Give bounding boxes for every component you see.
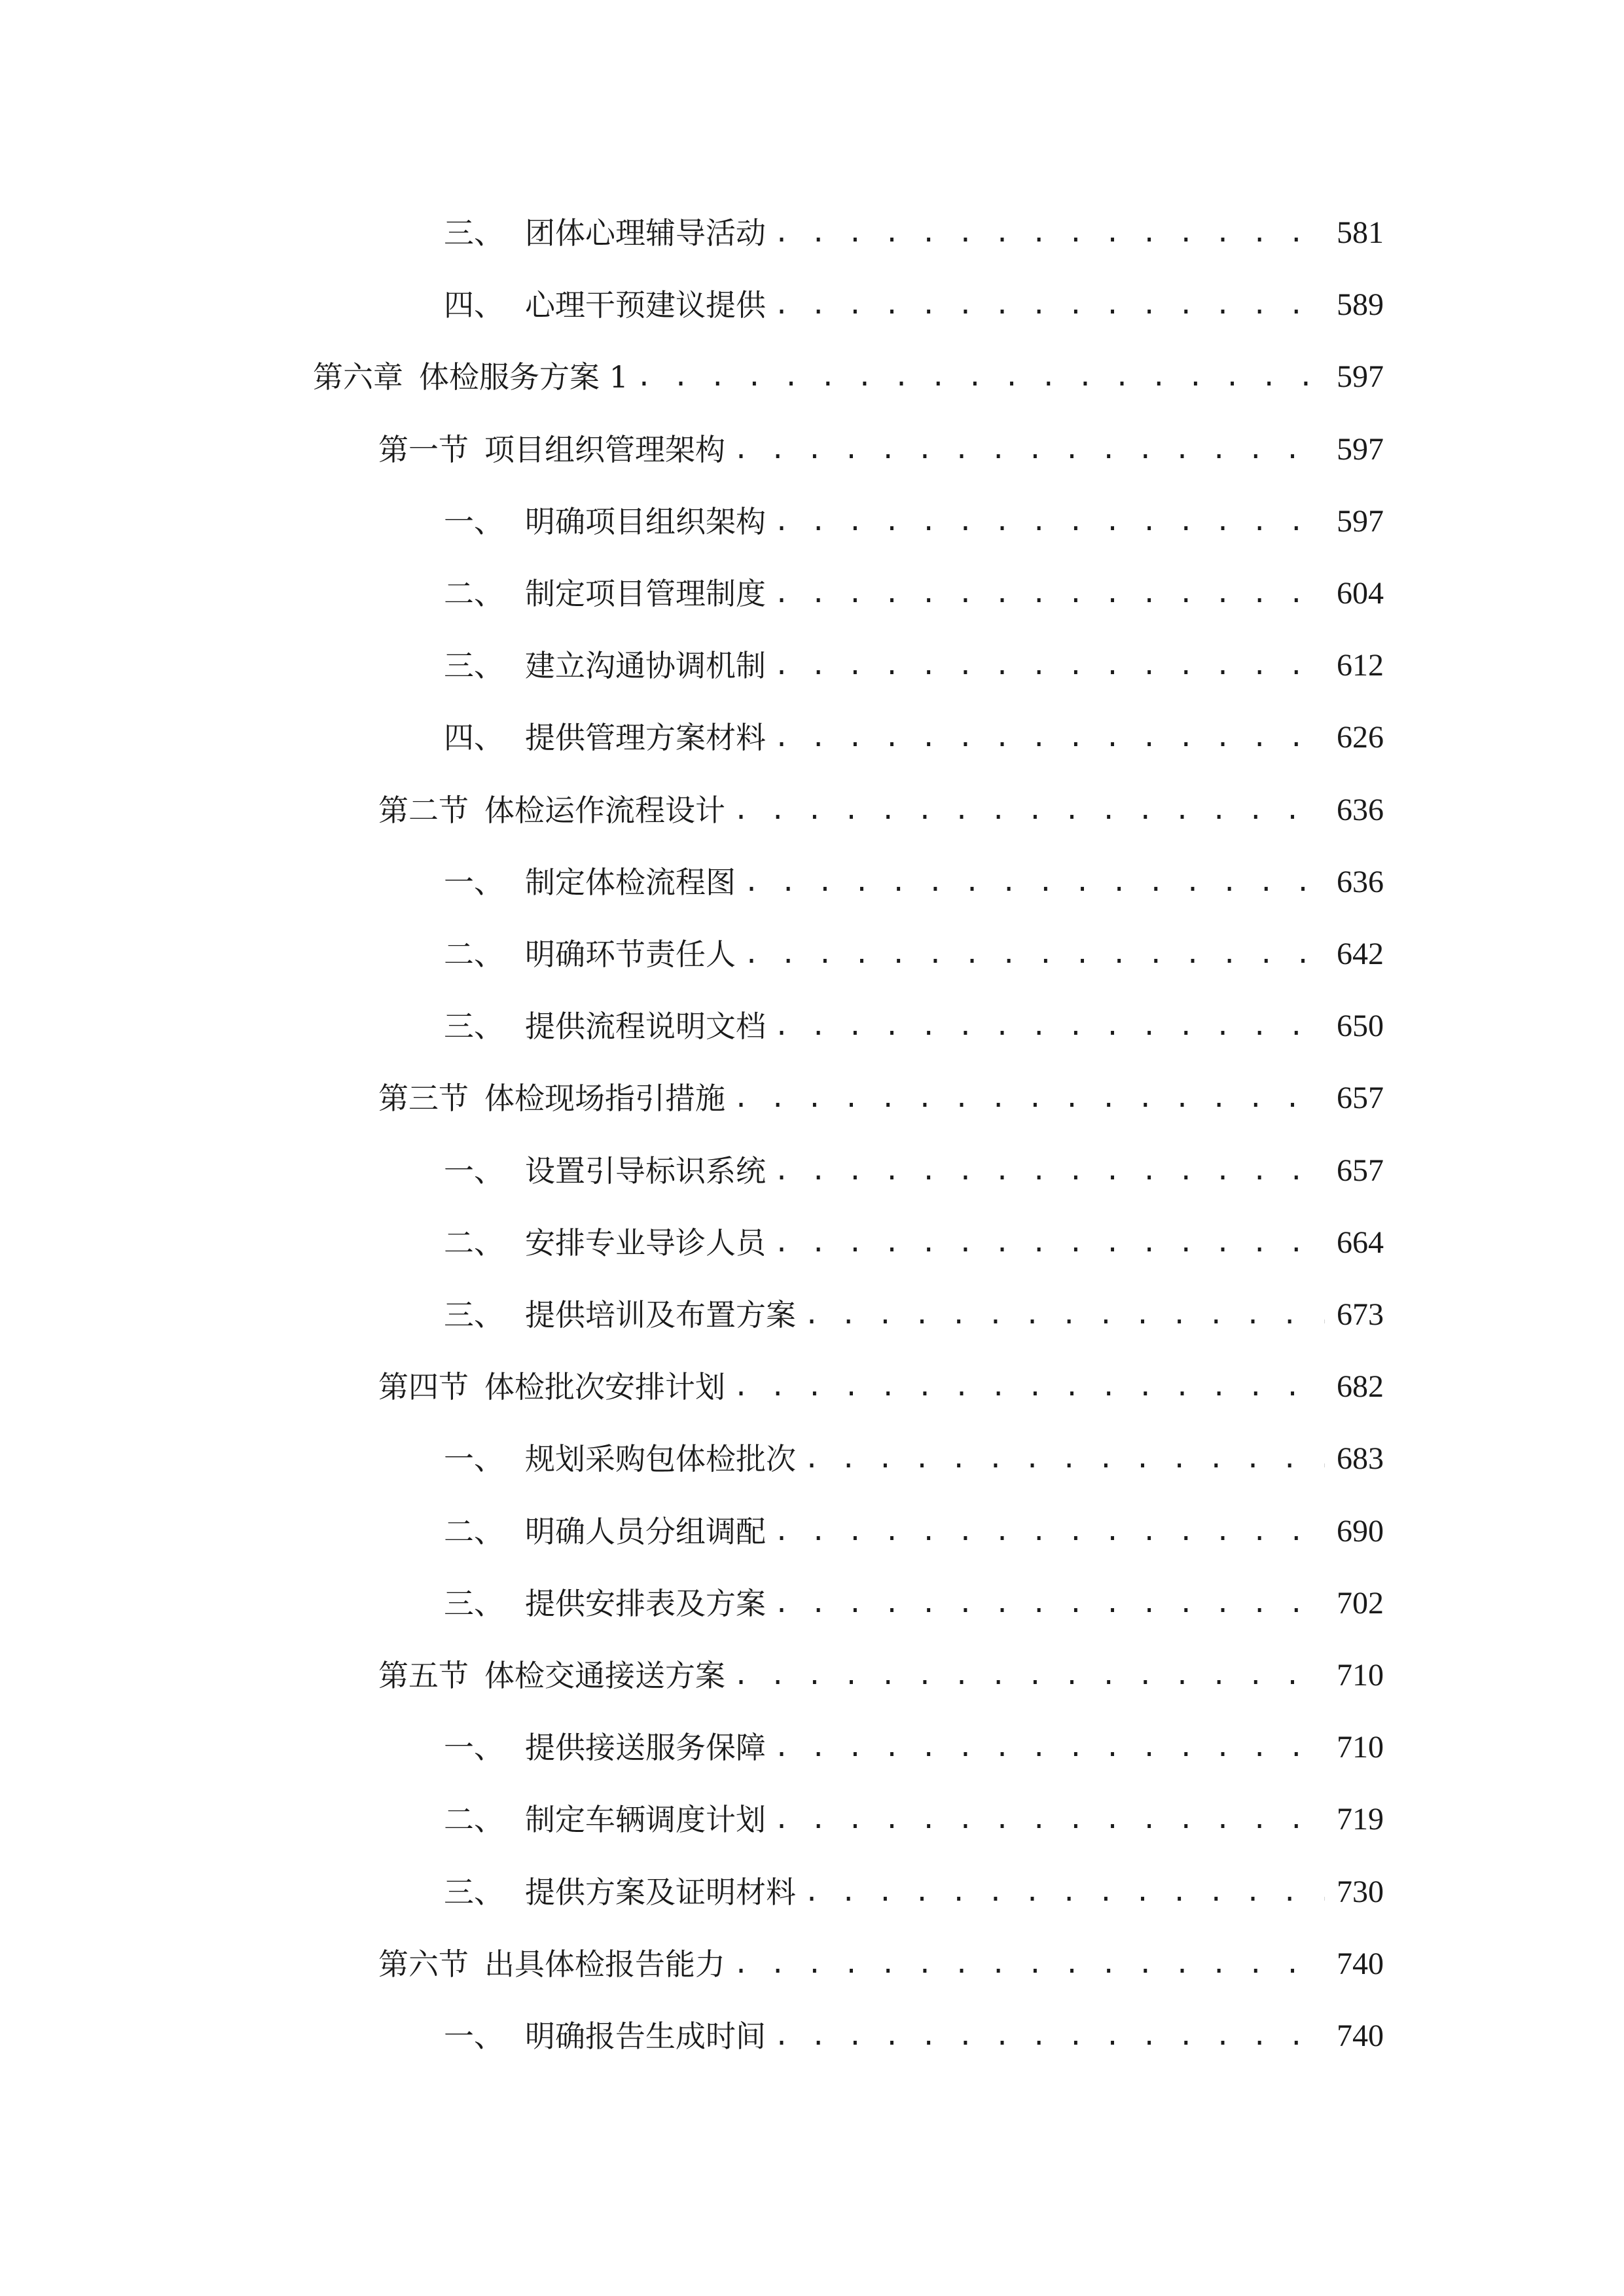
- toc-entry-number: 四、: [444, 720, 504, 756]
- toc-entry[interactable]: [378, 1066, 1384, 1118]
- toc-entry-number: 第二节: [378, 792, 469, 828]
- toc-entry[interactable]: [444, 200, 1384, 253]
- toc-entry-page-number: 642: [1337, 937, 1384, 971]
- toc-entry-title: 规划采购包体检批次: [525, 1441, 796, 1477]
- toc-dot-leader: [774, 1151, 1325, 1191]
- toc-entry[interactable]: [444, 1138, 1384, 1191]
- toc-entry-number: 第六章: [313, 359, 403, 395]
- toc-dot-leader: [774, 1223, 1325, 1263]
- toc-entry[interactable]: [444, 1210, 1384, 1263]
- toc-entry-title: 制定项目管理制度: [525, 576, 766, 611]
- toc-entry-number: 第五节: [378, 1658, 469, 1693]
- toc-entry-number: 一、: [444, 864, 504, 900]
- toc-dot-leader: [733, 791, 1325, 830]
- toc-dot-leader: [733, 1079, 1325, 1118]
- toc-entry-page-number: 702: [1337, 1585, 1384, 1621]
- toc-entry-page-number: 626: [1337, 720, 1384, 755]
- toc-dot-leader: [774, 1007, 1325, 1046]
- toc-entry[interactable]: [444, 561, 1384, 613]
- toc-entry-title: 建立沟通协调机制: [525, 648, 766, 684]
- toc-dot-leader: [774, 1800, 1325, 1839]
- toc-entry-title: 设置引导标识系统: [525, 1153, 766, 1189]
- toc-dot-leader: [636, 357, 1325, 397]
- toc-entry-title: 明确人员分组调配: [525, 1513, 766, 1549]
- toc-entry-title: 明确项目组织架构: [525, 503, 766, 539]
- toc-entry-number: 三、: [444, 1874, 504, 1910]
- toc-entry-page-number: 597: [1337, 431, 1384, 467]
- toc-entry-page-number: 710: [1337, 1658, 1384, 1693]
- toc-entry-page-number: 581: [1337, 215, 1384, 250]
- toc-dot-leader: [774, 1512, 1325, 1551]
- toc-entry[interactable]: [444, 272, 1384, 325]
- toc-dot-leader: [774, 646, 1325, 685]
- toc-entry-title: 体检现场指引措施: [484, 1081, 725, 1117]
- toc-entry-number: 四、: [444, 287, 504, 323]
- toc-dot-leader: [733, 430, 1325, 469]
- toc-entry[interactable]: [378, 778, 1384, 830]
- toc-entry-title: 体检服务方案 1: [419, 359, 628, 395]
- toc-entry-title: 提供培训及布置方案: [525, 1297, 796, 1333]
- toc-entry-page-number: 730: [1337, 1874, 1384, 1909]
- toc-entry-number: 一、: [444, 503, 504, 539]
- toc-entry-number: 三、: [444, 1009, 504, 1045]
- toc-dot-leader: [774, 718, 1325, 757]
- toc-entry[interactable]: [313, 344, 1384, 397]
- toc-entry-page-number: 589: [1337, 287, 1384, 323]
- toc-entry[interactable]: [378, 417, 1384, 469]
- toc-entry-number: 第四节: [378, 1369, 469, 1405]
- toc-dot-leader: [774, 2017, 1325, 2056]
- toc-entry-number: 一、: [444, 1153, 504, 1189]
- toc-entry-page-number: 657: [1337, 1153, 1384, 1188]
- toc-dot-leader: [774, 213, 1325, 253]
- toc-entry-title: 心理干预建议提供: [525, 287, 766, 323]
- toc-entry-number: 三、: [444, 215, 504, 251]
- toc-entry-page-number: 740: [1337, 2018, 1384, 2053]
- toc-dot-leader: [733, 1656, 1325, 1695]
- toc-entry-title: 体检交通接送方案: [484, 1658, 725, 1693]
- toc-entry[interactable]: [444, 633, 1384, 685]
- toc-entry-number: 第六节: [378, 1946, 469, 1982]
- toc-entry-title: 制定体检流程图: [525, 864, 736, 900]
- toc-entry[interactable]: [378, 1643, 1384, 1695]
- toc-entry-page-number: 664: [1337, 1225, 1384, 1260]
- toc-dot-leader: [774, 285, 1325, 325]
- toc-entry-number: 一、: [444, 1730, 504, 1766]
- toc-entry-page-number: 650: [1337, 1009, 1384, 1044]
- toc-entry-number: 一、: [444, 1441, 504, 1477]
- toc-entry-page-number: 690: [1337, 1513, 1384, 1549]
- toc-entry[interactable]: [378, 1931, 1384, 1984]
- toc-dot-leader: [744, 935, 1325, 974]
- toc-entry-title: 制定车辆调度计划: [525, 1802, 766, 1838]
- toc-entry-number: 一、: [444, 2018, 504, 2054]
- toc-entry[interactable]: [444, 994, 1384, 1046]
- toc-entry[interactable]: [444, 1715, 1384, 1767]
- toc-dot-leader: [804, 1873, 1325, 1912]
- toc-entry-title: 明确环节责任人: [525, 937, 736, 972]
- toc-dot-leader: [774, 1584, 1325, 1623]
- toc-entry-title: 出具体检报告能力: [484, 1946, 725, 1982]
- toc-entry-page-number: 719: [1337, 1802, 1384, 1837]
- toc-entry-title: 体检批次安排计划: [484, 1369, 725, 1405]
- toc-entry-page-number: 710: [1337, 1730, 1384, 1765]
- toc-entry-page-number: 636: [1337, 792, 1384, 827]
- toc-entry-page-number: 604: [1337, 576, 1384, 611]
- toc-entry-title: 项目组织管理架构: [484, 431, 725, 467]
- toc-entry-number: 二、: [444, 1513, 504, 1549]
- toc-entry-title: 明确报告生成时间: [525, 2018, 766, 2054]
- toc-entry-title: 体检运作流程设计: [484, 792, 725, 828]
- toc-entry-page-number: 740: [1337, 1946, 1384, 1981]
- toc-entry-number: 第一节: [378, 431, 469, 467]
- toc-entry-title: 提供安排表及方案: [525, 1585, 766, 1621]
- toc-dot-leader: [804, 1439, 1325, 1479]
- toc-entry[interactable]: [444, 1426, 1384, 1479]
- toc-entry-number: 三、: [444, 1585, 504, 1621]
- toc-dot-leader: [774, 574, 1325, 613]
- toc-entry-number: 二、: [444, 937, 504, 972]
- toc-entry-title: 安排专业导诊人员: [525, 1225, 766, 1261]
- toc-entry[interactable]: [444, 1571, 1384, 1623]
- toc-entry-page-number: 682: [1337, 1369, 1384, 1405]
- toc-entry-page-number: 683: [1337, 1441, 1384, 1477]
- toc-dot-leader: [774, 1728, 1325, 1767]
- toc-entry-title: 提供方案及证明材料: [525, 1874, 796, 1910]
- toc-entry-number: 二、: [444, 1802, 504, 1838]
- toc-entry-page-number: 657: [1337, 1081, 1384, 1116]
- toc-entry-number: 三、: [444, 648, 504, 684]
- toc-entry-number: 三、: [444, 1297, 504, 1333]
- toc-entry[interactable]: [444, 1787, 1384, 1839]
- toc-entry-page-number: 673: [1337, 1297, 1384, 1332]
- toc-entry[interactable]: [444, 922, 1384, 974]
- toc-entry[interactable]: [444, 1499, 1384, 1551]
- toc-entry-page-number: 636: [1337, 864, 1384, 899]
- toc-entry[interactable]: [378, 1354, 1384, 1407]
- toc-entry[interactable]: [444, 1859, 1384, 1912]
- toc-entry[interactable]: [444, 489, 1384, 541]
- toc-entry-title: 团体心理辅导活动: [525, 215, 766, 251]
- toc-entry-title: 提供流程说明文档: [525, 1009, 766, 1045]
- toc-entry[interactable]: [444, 850, 1384, 902]
- toc-entry-number: 二、: [444, 1225, 504, 1261]
- toc-entry[interactable]: [444, 2003, 1384, 2056]
- toc-entry[interactable]: [444, 705, 1384, 757]
- toc-entry-page-number: 612: [1337, 648, 1384, 683]
- toc-dot-leader: [733, 1945, 1325, 1984]
- toc-dot-leader: [733, 1367, 1325, 1407]
- toc-entry-number: 二、: [444, 576, 504, 611]
- toc-entry-number: 第三节: [378, 1081, 469, 1117]
- toc-entry-page-number: 597: [1337, 503, 1384, 539]
- toc-entry-title: 提供接送服务保障: [525, 1730, 766, 1766]
- toc-entry-title: 提供管理方案材料: [525, 720, 766, 756]
- toc-dot-leader: [804, 1295, 1325, 1335]
- toc-dot-leader: [744, 863, 1325, 902]
- toc-entry[interactable]: [444, 1282, 1384, 1335]
- toc-entry-page-number: 597: [1337, 359, 1384, 395]
- toc-dot-leader: [774, 502, 1325, 541]
